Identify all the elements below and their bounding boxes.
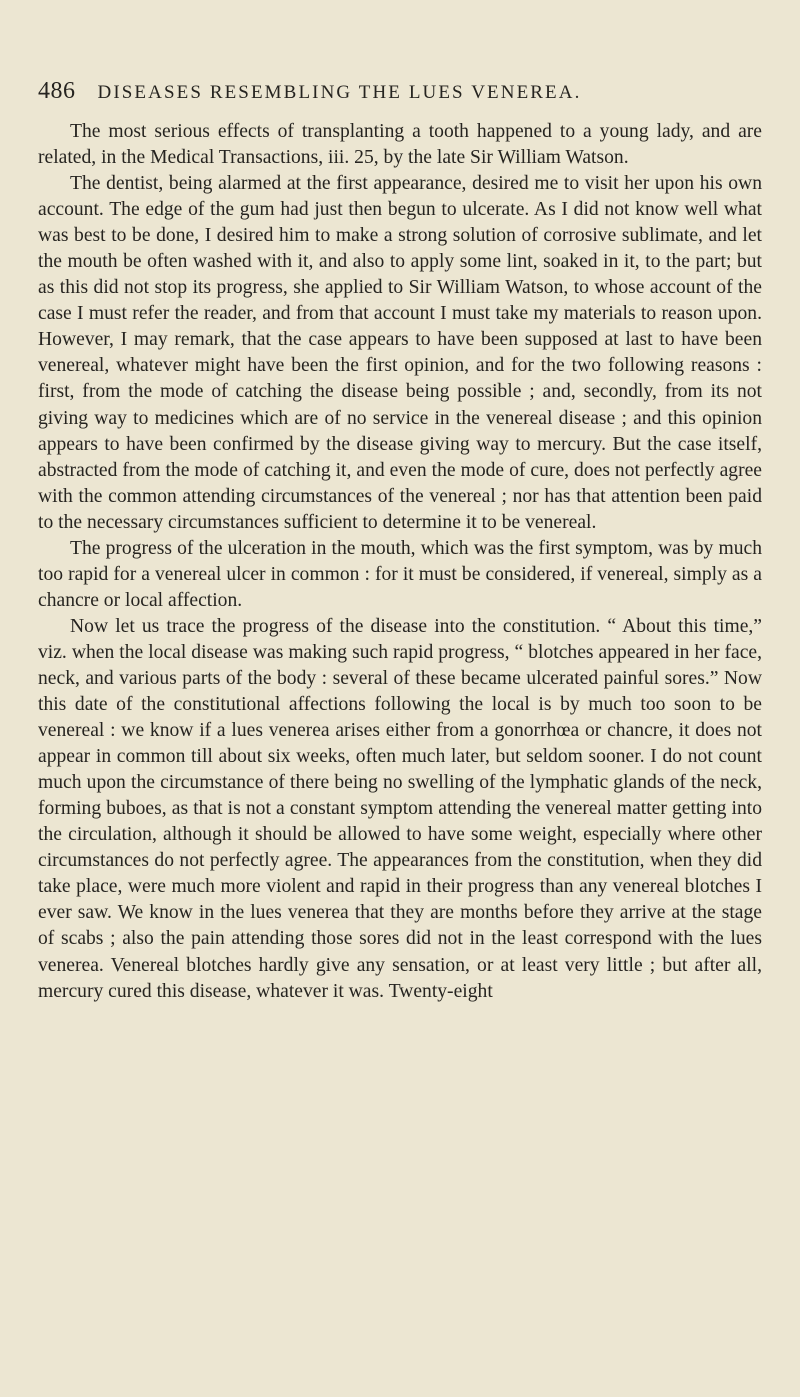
paragraph: The progress of the ulceration in the mouth, which was the first symptom, was by much too rapid for a venereal ulcer in common : for it must be considered, if venereal, simply as a chancre or local affection. bbox=[38, 537, 762, 611]
paragraph: The most serious effects of transplanting a tooth happened to a young lady, and are related, in the Medical Transactions, iii. 25, by the late Sir William Watson. bbox=[38, 121, 762, 169]
running-title: DISEASES RESEMBLING THE LUES VENEREA. bbox=[97, 82, 582, 103]
paragraph: Now let us trace the progress of the disease into the constitution. “ About this time,” viz. when the local disease was making such rapid progress, “ blotches appeared in her face, neck, and various parts of the body : several of these became ulcerated painful sores.” Now this date of the constitutional affections following the local is by much too soon to be venereal : we know if a lues venerea arises either from a gonorrhœa or chancre, it does not appear in common till about six weeks, often much later, but seldom sooner. I do not count much upon the circumstance of there being no swelling of the lymphatic glands of the neck, forming buboes, as that is not a constant symptom attending the venereal matter getting into the circulation, although it should be allowed to have some weight, especially where other circumstances do not perfectly agree. The appearances from the constitution, when they did take place, were much more violent and rapid in their progress than any venereal blotches I ever saw. We know in the lues venerea that they are months before they arrive at the stage of scabs ; also the pain attending those sores did not in the least correspond with the lues venerea. Venereal blotches hardly give any sensation, or at least very little ; but after all, mercury cured this disease, whatever it was. Twenty-eight bbox=[38, 615, 762, 1002]
body-text bbox=[38, 119, 762, 1005]
running-head bbox=[38, 78, 762, 105]
page-number: 486 bbox=[38, 78, 76, 104]
paragraph: The dentist, being alarmed at the first appearance, desired me to visit her upon his own account. The edge of the gum had just then begun to ulcerate. As I did not know well what was best to be done, I desired him to make a strong solution of corrosive sublimate, and let the mouth be often washed with it, and also to apply some lint, soaked in it, to the part; but as this did not stop its progress, she applied to Sir William Watson, to whose account of the case I must refer the reader, and from that account I must take my materials to reason upon. However, I may remark, that the case appears to have been supposed at last to have been venereal, whatever might have been the first opinion, and for the two following reasons : first, from the mode of catching the disease being possible ; and, secondly, from its not giving way to medicines which are of no service in the venereal disease ; and this opinion appears to have been confirmed by the disease giving way to mercury. But the case itself, abstracted from the mode of catching it, and even the mode of cure, does not perfectly agree with the common attending circumstances of the venereal ; nor has that attention been paid to the necessary circumstances sufficient to determine it to be venereal. bbox=[38, 173, 762, 533]
